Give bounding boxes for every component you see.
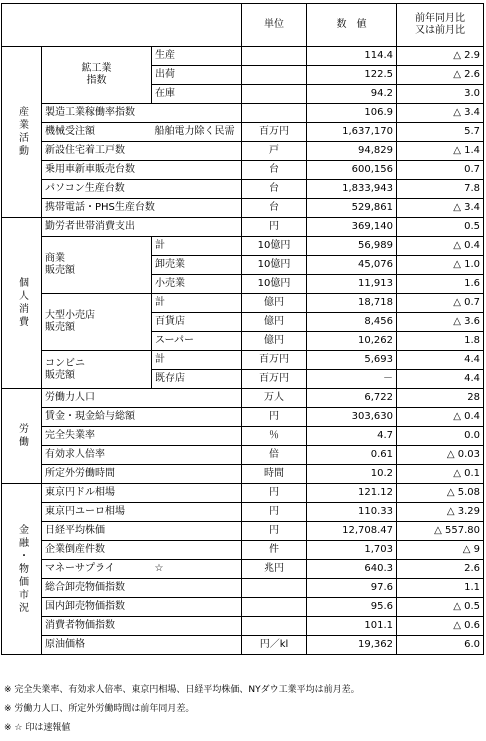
footnote: ※ 労働力人口、所定外労働時間は前年同月差。 (4, 704, 195, 714)
row-label: 計 (152, 237, 242, 256)
table-row (2, 199, 484, 218)
row-value: 1,703 (307, 541, 397, 560)
row-label: 所定外労働時間 (42, 465, 242, 484)
row-label: 勤労者世帯消費支出 (42, 218, 242, 237)
row-label: 製造工業稼働率指数 (42, 104, 242, 123)
table-row (2, 351, 484, 370)
row-value: 1,637,170 (307, 123, 397, 142)
row-value: 122.5 (307, 66, 397, 85)
row-unit (242, 579, 307, 598)
row-change: △ 0.5 (397, 598, 484, 617)
row-change: △ 1.4 (397, 142, 484, 161)
row-unit: ％ (242, 427, 307, 446)
section-label-industry: 産業活動 (2, 47, 42, 218)
row-unit (242, 47, 307, 66)
table-row (2, 598, 484, 617)
row-label: 出荷 (152, 66, 242, 85)
row-value: 95.6 (307, 598, 397, 617)
row-change: 2.6 (397, 560, 484, 579)
row-change: △ 0.7 (397, 294, 484, 313)
row-value: 106.9 (307, 104, 397, 123)
row-label: 原油価格 (42, 636, 242, 655)
row-label: 卸売業 (152, 256, 242, 275)
header-change: 前年同月比 又は前月比 (397, 4, 484, 47)
row-label: 乗用車新車販売台数 (42, 161, 242, 180)
table-row (2, 142, 484, 161)
row-change: 0.0 (397, 427, 484, 446)
table-row (2, 560, 484, 579)
row-change: 5.7 (397, 123, 484, 142)
row-unit: 兆円 (242, 560, 307, 579)
row-change: △ 9 (397, 541, 484, 560)
table-row (2, 408, 484, 427)
section-label-labor: 労働 (2, 389, 42, 484)
group-label-convenience: コンビニ 販売額 (42, 351, 152, 389)
row-change: △ 2.6 (397, 66, 484, 85)
row-change: △ 557.80 (397, 522, 484, 541)
row-label: 労働力人口 (42, 389, 242, 408)
row-change: 4.4 (397, 370, 484, 389)
row-label: 新設住宅着工戸数 (42, 142, 242, 161)
row-change: 1.8 (397, 332, 484, 351)
row-unit: 円 (242, 484, 307, 503)
row-value: － (307, 370, 397, 389)
row-unit: 円 (242, 522, 307, 541)
row-unit: 円 (242, 503, 307, 522)
row-unit: 時間 (242, 465, 307, 484)
row-change: △ 3.6 (397, 313, 484, 332)
table-row (2, 503, 484, 522)
table-row (2, 541, 484, 560)
section-label-finance: 金融・物価市況 (2, 484, 42, 655)
row-value: 18,718 (307, 294, 397, 313)
row-change: △ 0.1 (397, 465, 484, 484)
row-value: 640.3 (307, 560, 397, 579)
row-label: 計 (152, 351, 242, 370)
row-value: 303,630 (307, 408, 397, 427)
table-row (2, 47, 484, 66)
row-label: 完全失業率 (42, 427, 242, 446)
row-unit: 円／kl (242, 636, 307, 655)
row-unit (242, 104, 307, 123)
row-label: 百貨店 (152, 313, 242, 332)
row-value: 45,076 (307, 256, 397, 275)
row-unit (242, 617, 307, 636)
row-change: 7.8 (397, 180, 484, 199)
row-value: 600,156 (307, 161, 397, 180)
row-label: スーパー (152, 332, 242, 351)
row-change: △ 0.4 (397, 408, 484, 427)
row-change: △ 0.4 (397, 237, 484, 256)
row-value: 94.2 (307, 85, 397, 104)
row-unit: 台 (242, 199, 307, 218)
row-value: 12,708.47 (307, 522, 397, 541)
table-row (2, 294, 484, 313)
row-label: 賃金・現金給与総額 (42, 408, 242, 427)
group-label-machinery: 機械受注額 (42, 123, 152, 142)
row-label: 携帯電話・PHS生産台数 (42, 199, 242, 218)
row-value: 10,262 (307, 332, 397, 351)
row-unit: 億円 (242, 294, 307, 313)
row-change: 28 (397, 389, 484, 408)
row-label: 有効求人倍率 (42, 446, 242, 465)
table-row (2, 636, 484, 655)
row-value: 529,861 (307, 199, 397, 218)
table-row (2, 484, 484, 503)
row-change: △ 3.4 (397, 104, 484, 123)
table-row (2, 389, 484, 408)
row-change: 3.0 (397, 85, 484, 104)
row-change: △ 3.29 (397, 503, 484, 522)
row-value: 56,989 (307, 237, 397, 256)
row-unit: 円 (242, 408, 307, 427)
row-unit: 百万円 (242, 123, 307, 142)
group-label-large-retail: 大型小売店 販売額 (42, 294, 152, 351)
table-row (2, 427, 484, 446)
row-value: 4.7 (307, 427, 397, 446)
row-change: △ 0.03 (397, 446, 484, 465)
row-unit: 百万円 (242, 351, 307, 370)
row-unit: 億円 (242, 332, 307, 351)
row-change: △ 3.4 (397, 199, 484, 218)
row-unit: 百万円 (242, 370, 307, 389)
table-row (2, 237, 484, 256)
indicator-table (1, 3, 484, 655)
row-unit: 台 (242, 161, 307, 180)
row-value: 114.4 (307, 47, 397, 66)
footnotes (4, 684, 484, 741)
preliminary-star: ☆ (152, 560, 242, 579)
row-change: 0.5 (397, 218, 484, 237)
row-unit (242, 66, 307, 85)
header-value: 数 値 (307, 4, 397, 47)
row-unit (242, 85, 307, 104)
row-label: 企業倒産件数 (42, 541, 242, 560)
row-value: 110.33 (307, 503, 397, 522)
row-unit: 倍 (242, 446, 307, 465)
row-label: マネーサプライ (42, 560, 152, 579)
row-value: 19,362 (307, 636, 397, 655)
table-row (2, 465, 484, 484)
row-change: △ 0.6 (397, 617, 484, 636)
footnote: ※ ☆ 印は速報値 (4, 723, 71, 733)
row-label: 東京円ユーロ相場 (42, 503, 242, 522)
table-row (2, 123, 484, 142)
row-value: 121.12 (307, 484, 397, 503)
row-label: 在庫 (152, 85, 242, 104)
footnote: ※ 完全失業率、有効求人倍率、東京円相場、日経平均株価、NYダウ工業平均は前月差。 (4, 685, 360, 695)
row-unit: 10億円 (242, 237, 307, 256)
row-label: 小売業 (152, 275, 242, 294)
row-value: 101.1 (307, 617, 397, 636)
header-blank (2, 4, 242, 47)
row-label: 生産 (152, 47, 242, 66)
table-row (2, 218, 484, 237)
group-label-commerce: 商業 販売額 (42, 237, 152, 294)
row-label: 計 (152, 294, 242, 313)
row-change: △ 5.08 (397, 484, 484, 503)
row-value: 5,693 (307, 351, 397, 370)
row-label: 日経平均株価 (42, 522, 242, 541)
row-label: 国内卸売物価指数 (42, 598, 242, 617)
row-value: 8,456 (307, 313, 397, 332)
row-change: 4.4 (397, 351, 484, 370)
row-value: 94,829 (307, 142, 397, 161)
row-change: 6.0 (397, 636, 484, 655)
row-unit: 10億円 (242, 275, 307, 294)
table-row (2, 104, 484, 123)
row-change: 1.1 (397, 579, 484, 598)
row-unit: 10億円 (242, 256, 307, 275)
table-row (2, 161, 484, 180)
table-header-row (2, 4, 484, 47)
table-row (2, 446, 484, 465)
row-change: △ 1.0 (397, 256, 484, 275)
row-label: 消費者物価指数 (42, 617, 242, 636)
section-label-consumption: 個人消費 (2, 218, 42, 389)
row-label: 既存店 (152, 370, 242, 389)
row-change: △ 2.9 (397, 47, 484, 66)
row-unit: 万人 (242, 389, 307, 408)
row-value: 10.2 (307, 465, 397, 484)
row-unit: 台 (242, 180, 307, 199)
row-unit (242, 598, 307, 617)
table-row (2, 180, 484, 199)
row-unit: 億円 (242, 313, 307, 332)
row-unit: 戸 (242, 142, 307, 161)
header-unit: 単位 (242, 4, 307, 47)
row-label: 船舶電力除く民需 (152, 123, 242, 142)
row-value: 369,140 (307, 218, 397, 237)
row-label: 総合卸売物価指数 (42, 579, 242, 598)
row-unit: 件 (242, 541, 307, 560)
group-label-mining: 鉱工業 指数 (42, 47, 152, 104)
row-label: 東京円ドル相場 (42, 484, 242, 503)
row-change: 1.6 (397, 275, 484, 294)
row-unit: 円 (242, 218, 307, 237)
table-row (2, 522, 484, 541)
row-change: 0.7 (397, 161, 484, 180)
table-row (2, 579, 484, 598)
row-value: 6,722 (307, 389, 397, 408)
table-row (2, 617, 484, 636)
row-label: パソコン生産台数 (42, 180, 242, 199)
row-value: 0.61 (307, 446, 397, 465)
row-value: 1,833,943 (307, 180, 397, 199)
row-value: 11,913 (307, 275, 397, 294)
row-value: 97.6 (307, 579, 397, 598)
